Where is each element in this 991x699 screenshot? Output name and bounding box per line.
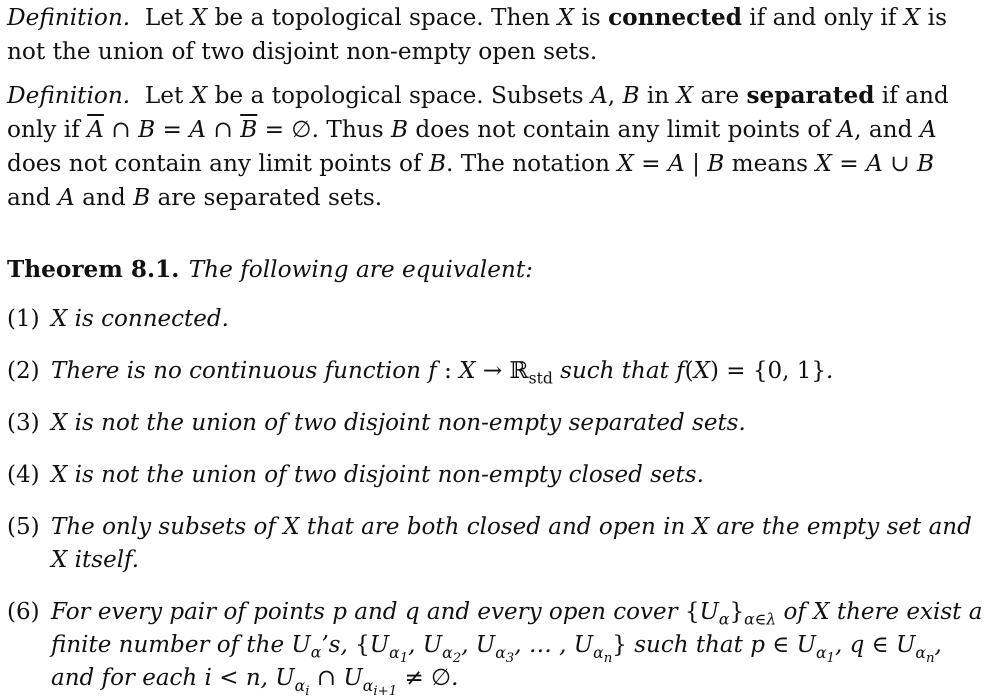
item-text: For every pair of points p and q and every open cover $\{U_\alpha\}_{\alpha\in\lambda}$ of X there exist a finite number of the $U_\alpha’s$, {$U_{\alpha_1}$, $U_{\alpha_2}$, $U_{\alpha_3}$, … , $U_{\alpha_n}$} such that p ∈ $U_{\alpha_1}$, q ∈ $U_{\alpha_n}$, and for each i < n, $U_{\alpha_i}$ ∩ $U_{\alpha_{i+1}}$ ≠ ∅. [51, 599, 983, 699]
theorem-statement: The following are equivalent: [188, 256, 533, 283]
item-text: X is not the union of two disjoint non-empty separated sets. [51, 410, 746, 436]
definition-label: Definition. [7, 4, 131, 31]
term-connected: connected [608, 4, 742, 31]
item-number: (1) [7, 306, 40, 332]
definition-label: Definition. [7, 82, 131, 109]
definition-separated: Definition. Let X be a topological space. Subsets A, B in X are separated if and only if $\overline{A}$ ∩ B = A ∩ $\overline{B}$ = ∅. Thus B does not contain any limit points of A, and A does not contain any limit points of B. The notation X = A | B means X = A ∪ B and A and B are separated sets. [7, 82, 949, 211]
list-item [7, 407, 984, 440]
item-text: The only subsets of X that are both closed and open in X are the empty set and X itself. [51, 514, 972, 573]
item-number: (6) [7, 599, 40, 625]
list-item [7, 459, 984, 492]
theorem-label: Theorem 8.1. [7, 256, 180, 283]
definition-connected: Definition. Let X be a topological space. Then X is connected if and only if X is not the union of two disjoint non-empty open sets. [7, 4, 947, 65]
list-item [7, 303, 984, 336]
list-item [7, 355, 984, 388]
item-text: There is no continuous function f : X → ℝ$_{std}$ such that f(X) = {0, 1}. [51, 358, 834, 388]
list-item [7, 596, 984, 699]
theorem-items [7, 303, 984, 699]
item-text: X is connected. [51, 306, 229, 332]
item-number: (2) [7, 358, 40, 384]
term-separated: separated [746, 82, 875, 109]
item-text: X is not the union of two disjoint non-empty closed sets. [51, 462, 704, 488]
list-item [7, 511, 984, 577]
item-number: (3) [7, 410, 40, 436]
theorem-heading [7, 253, 984, 287]
item-number: (5) [7, 514, 40, 540]
item-number: (4) [7, 462, 40, 488]
